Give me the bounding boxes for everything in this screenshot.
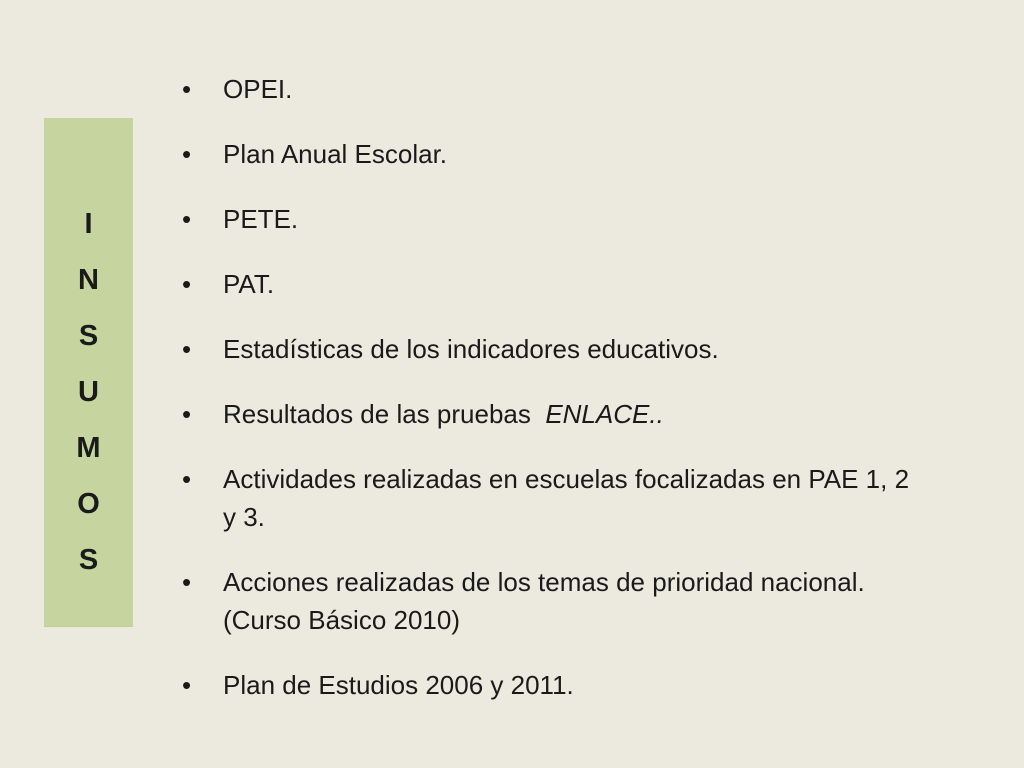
list-item-text: PETE. — [223, 204, 299, 234]
list-item-text: Plan Anual Escolar. — [223, 139, 448, 169]
list-item — [182, 666, 922, 704]
bullet-icon: • — [182, 269, 192, 299]
bullet-icon: • — [182, 670, 192, 700]
list-item-text: OPEI. — [223, 74, 293, 104]
bullet-icon: • — [182, 464, 192, 494]
list-item-text: Estadísticas de los indicadores educativos. — [223, 334, 719, 364]
insumos-side-panel — [44, 118, 133, 627]
title-letter: N — [78, 264, 99, 296]
list-item — [182, 563, 922, 639]
list-item — [182, 460, 922, 536]
list-item-text: Acciones realizadas de los temas de prioridad nacional. (Curso Básico 2010) — [223, 567, 865, 635]
list-item — [182, 265, 922, 303]
title-letter: S — [78, 320, 99, 352]
title-letter: I — [84, 208, 93, 240]
bullet-icon: • — [182, 139, 192, 169]
list-item — [182, 135, 922, 173]
bullet-icon: • — [182, 204, 192, 234]
list-item-emphasis: ENLACE.. — [545, 399, 664, 429]
list-item — [182, 395, 922, 433]
list-item — [182, 200, 922, 238]
list-item-text: PAT. — [223, 269, 275, 299]
insumos-vertical-title — [44, 196, 133, 588]
bullet-icon: • — [182, 399, 192, 429]
list-item-text: Resultados de las pruebas — [223, 399, 546, 429]
list-item — [182, 330, 922, 368]
bullet-icon: • — [182, 334, 192, 364]
title-letter: U — [78, 376, 99, 408]
title-letter: M — [76, 432, 101, 464]
list-item-text: Plan de Estudios 2006 y 2011. — [223, 670, 574, 700]
bullet-icon: • — [182, 567, 192, 597]
list-item-text: Actividades realizadas en escuelas focalizadas en PAE 1, 2 y 3. — [223, 464, 910, 532]
insumos-bullet-list — [182, 70, 922, 731]
title-letter: S — [78, 544, 99, 576]
list-item — [182, 70, 922, 108]
title-letter: O — [77, 488, 100, 520]
bullet-icon: • — [182, 74, 192, 104]
